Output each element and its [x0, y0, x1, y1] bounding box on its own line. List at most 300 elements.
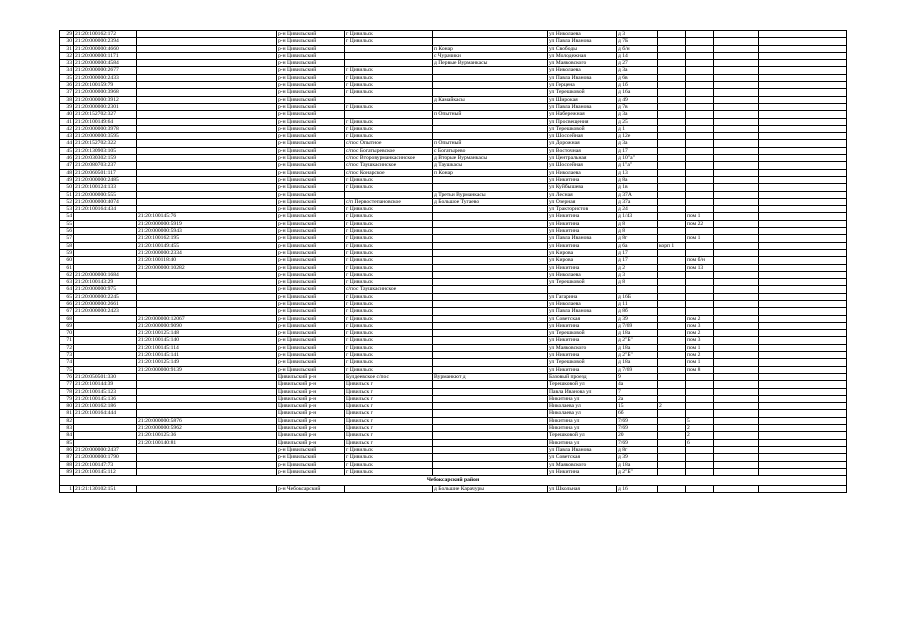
table-cell: [759, 103, 847, 110]
table-cell: р-н Цивильский: [277, 206, 345, 213]
table-cell: [759, 82, 847, 89]
table-cell: [658, 388, 686, 395]
table-cell: [714, 96, 759, 103]
table-cell: [714, 206, 759, 213]
table-cell: [433, 38, 548, 45]
table-cell: [714, 308, 759, 315]
table-cell: 62: [60, 271, 74, 278]
table-cell: 21:20:000000:5876: [137, 417, 277, 424]
table-cell: [345, 191, 433, 198]
table-row: [60, 468, 847, 475]
table-cell: 87: [60, 454, 74, 461]
table-cell: [686, 82, 714, 89]
table-cell: р-н Цивильский: [277, 279, 345, 286]
table-cell: [658, 198, 686, 205]
table-cell: [759, 155, 847, 162]
table-cell: ул Школьная: [548, 486, 617, 493]
table-cell: пом 2: [686, 330, 714, 337]
table-row: [60, 432, 847, 439]
table-cell: [714, 468, 759, 475]
table-cell: [714, 417, 759, 424]
table-cell: [433, 286, 548, 293]
table-row: [60, 446, 847, 453]
table-cell: Цивильск г: [345, 395, 433, 402]
table-cell: 6: [686, 439, 714, 446]
table-cell: [714, 235, 759, 242]
table-cell: р-н Цивильский: [277, 147, 345, 154]
table-cell: [714, 82, 759, 89]
table-cell: [658, 118, 686, 125]
table-cell: г Цивильск: [345, 213, 433, 220]
table-cell: 46: [60, 155, 74, 162]
table-cell: 31: [60, 45, 74, 52]
table-cell: [658, 366, 686, 373]
table-cell: Цивильский р-н: [277, 395, 345, 402]
table-cell: р-н Цивильский: [277, 337, 345, 344]
table-cell: д 8: [617, 279, 658, 286]
table-cell: с/пос Опытное: [345, 140, 433, 147]
table-cell: [617, 286, 658, 293]
table-cell: д 2"Б": [617, 337, 658, 344]
table-cell: [714, 279, 759, 286]
table-cell: [686, 111, 714, 118]
table-cell: [433, 322, 548, 329]
table-cell: д 1/43: [617, 213, 658, 220]
table-cell: [686, 31, 714, 38]
table-cell: [714, 242, 759, 249]
table-cell: д 12е: [617, 133, 658, 140]
table-cell: 77: [60, 381, 74, 388]
table-cell: ул Шоссейная: [548, 133, 617, 140]
table-cell: р-н Цивильский: [277, 198, 345, 205]
table-cell: [658, 45, 686, 52]
table-cell: [714, 249, 759, 256]
table-cell: р-н Цивильский: [277, 31, 345, 38]
table-cell: [714, 60, 759, 67]
table-cell: [658, 286, 686, 293]
table-row: [60, 249, 847, 256]
table-cell: Терешковой ул: [548, 381, 617, 388]
table-cell: [714, 410, 759, 417]
table-cell: р-н Цивильский: [277, 125, 345, 132]
table-cell: ул Никитина: [548, 352, 617, 359]
table-cell: д Вторые Вурманкасы: [433, 155, 548, 162]
table-cell: [433, 213, 548, 220]
table-cell: 60: [60, 257, 74, 264]
table-cell: 71: [60, 337, 74, 344]
table-row: [60, 315, 847, 322]
table-cell: [137, 381, 277, 388]
table-cell: [714, 286, 759, 293]
table-cell: [759, 271, 847, 278]
table-cell: 21:20:080703:237: [74, 162, 137, 169]
table-cell: [658, 74, 686, 81]
table-cell: [137, 198, 277, 205]
table-row: [60, 403, 847, 410]
table-cell: [658, 191, 686, 198]
table-cell: 84: [60, 432, 74, 439]
table-cell: р-н Цивильский: [277, 162, 345, 169]
table-cell: [759, 60, 847, 67]
table-cell: [658, 315, 686, 322]
table-cell: [137, 191, 277, 198]
table-cell: [658, 486, 686, 493]
table-cell: [686, 468, 714, 475]
table-cell: 66: [60, 300, 74, 307]
table-cell: 21:20:000000:2661: [74, 300, 137, 307]
table-cell: п Опытный: [433, 140, 548, 147]
table-cell: [759, 111, 847, 118]
table-cell: [433, 125, 548, 132]
table-cell: 69: [60, 322, 74, 329]
table-row: [60, 169, 847, 176]
table-row: [60, 293, 847, 300]
table-cell: 21:20:000000:4660: [74, 45, 137, 52]
table-cell: 41: [60, 118, 74, 125]
table-cell: [658, 103, 686, 110]
table-cell: 36: [60, 82, 74, 89]
table-cell: [658, 300, 686, 307]
table-cell: [714, 38, 759, 45]
table-cell: [714, 486, 759, 493]
table-cell: [74, 425, 137, 432]
table-cell: 21:20:000000:2677: [74, 67, 137, 74]
table-cell: 21:20:152702:322: [74, 140, 137, 147]
table-cell: 78: [60, 388, 74, 395]
table-cell: [433, 103, 548, 110]
table-cell: [433, 74, 548, 81]
table-cell: [74, 337, 137, 344]
table-cell: 21:20:100159:79: [74, 82, 137, 89]
table-cell: 65: [60, 293, 74, 300]
table-cell: [714, 446, 759, 453]
table-cell: [759, 486, 847, 493]
table-cell: [759, 220, 847, 227]
table-cell: 40: [60, 111, 74, 118]
table-cell: [759, 235, 847, 242]
table-cell: г Цивильск: [345, 308, 433, 315]
table-cell: [137, 45, 277, 52]
table-cell: 21:20:000000:2334: [137, 249, 277, 256]
table-cell: 48: [60, 169, 74, 176]
table-cell: [137, 271, 277, 278]
table-cell: [137, 410, 277, 417]
table-row: [60, 381, 847, 388]
table-cell: [433, 330, 548, 337]
table-cell: Цивильский р-н: [277, 425, 345, 432]
table-cell: [658, 38, 686, 45]
table-cell: 61: [60, 264, 74, 271]
table-cell: [714, 344, 759, 351]
table-cell: г Цивильск: [345, 359, 433, 366]
property-register-table: [59, 30, 847, 493]
table-cell: ул Павла Иванова: [548, 74, 617, 81]
table-cell: [137, 31, 277, 38]
table-cell: [137, 293, 277, 300]
table-cell: р-н Цивильский: [277, 330, 345, 337]
table-cell: 57: [60, 235, 74, 242]
table-cell: [658, 322, 686, 329]
table-cell: [686, 446, 714, 453]
table-cell: д 3а: [617, 111, 658, 118]
table-cell: [714, 439, 759, 446]
table-cell: г Цивильск: [345, 235, 433, 242]
table-cell: [433, 31, 548, 38]
table-cell: [74, 315, 137, 322]
table-cell: 43: [60, 133, 74, 140]
table-cell: 67: [60, 308, 74, 315]
table-cell: Вурманкют д: [433, 373, 548, 380]
table-cell: р-н Цивильский: [277, 446, 345, 453]
table-cell: [714, 352, 759, 359]
table-cell: р-н Цивильский: [277, 52, 345, 59]
table-cell: [658, 147, 686, 154]
table-row: [60, 228, 847, 235]
table-cell: 21:20:000000:5919: [137, 220, 277, 227]
table-cell: с/пос Таушкасинское: [345, 286, 433, 293]
table-cell: [686, 118, 714, 125]
table-cell: [759, 45, 847, 52]
table-cell: 63: [60, 279, 74, 286]
table-cell: [74, 242, 137, 249]
register-rows: [60, 31, 847, 493]
table-cell: [686, 140, 714, 147]
table-cell: р-н Цивильский: [277, 293, 345, 300]
table-cell: [686, 155, 714, 162]
table-cell: д 8: [617, 220, 658, 227]
table-cell: [714, 330, 759, 337]
table-cell: 49: [60, 176, 74, 183]
table-cell: [137, 133, 277, 140]
table-cell: [759, 89, 847, 96]
table-cell: д 39: [617, 454, 658, 461]
table-cell: [658, 133, 686, 140]
table-cell: д 27: [617, 60, 658, 67]
table-cell: с/пос Второвурманкасинское: [345, 155, 433, 162]
table-cell: пом 2: [686, 352, 714, 359]
table-cell: [686, 454, 714, 461]
table-cell: [759, 147, 847, 154]
table-cell: [137, 286, 277, 293]
table-cell: 21:20:000000:2437: [74, 446, 137, 453]
table-cell: [658, 155, 686, 162]
table-cell: 70: [60, 330, 74, 337]
table-cell: Николаева ул: [548, 403, 617, 410]
table-cell: 21:20:000000:1171: [74, 52, 137, 59]
table-cell: ул Николаева: [548, 271, 617, 278]
table-cell: [759, 293, 847, 300]
table-cell: [433, 264, 548, 271]
table-cell: д 7Б: [617, 38, 658, 45]
table-row: [60, 264, 847, 271]
table-cell: [686, 381, 714, 388]
table-cell: 73: [60, 352, 74, 359]
table-cell: г Цивильск: [345, 468, 433, 475]
table-cell: [686, 74, 714, 81]
table-cell: [433, 118, 548, 125]
table-cell: [759, 286, 847, 293]
table-cell: р-н Цивильский: [277, 213, 345, 220]
table-cell: [714, 388, 759, 395]
table-cell: пом б/н: [686, 257, 714, 264]
table-cell: [658, 96, 686, 103]
table-cell: [74, 352, 137, 359]
table-cell: ул Лесная: [548, 191, 617, 198]
table-cell: д 10"а": [617, 155, 658, 162]
table-cell: д 16: [617, 486, 658, 493]
table-cell: [686, 125, 714, 132]
table-cell: п Конар: [433, 169, 548, 176]
table-cell: [658, 344, 686, 351]
table-cell: ул Озерная: [548, 198, 617, 205]
table-cell: 1: [60, 486, 74, 493]
table-cell: [137, 461, 277, 468]
table-cell: 21:20:100118:40: [137, 257, 277, 264]
table-cell: г Цивильск: [345, 206, 433, 213]
table-row: [60, 337, 847, 344]
table-cell: 7/69: [617, 425, 658, 432]
table-cell: [714, 45, 759, 52]
table-cell: [658, 82, 686, 89]
table-cell: [137, 125, 277, 132]
table-cell: [433, 133, 548, 140]
table-cell: г Цивильск: [345, 271, 433, 278]
table-cell: [137, 162, 277, 169]
table-cell: ул Набережная: [548, 111, 617, 118]
table-cell: [759, 118, 847, 125]
table-cell: [74, 417, 137, 424]
table-cell: 21:20:100162:172: [74, 31, 137, 38]
table-cell: [137, 67, 277, 74]
table-cell: [74, 344, 137, 351]
table-cell: [714, 373, 759, 380]
table-cell: д 37А: [617, 191, 658, 198]
table-cell: 50: [60, 184, 74, 191]
table-cell: [686, 52, 714, 59]
table-cell: [759, 352, 847, 359]
table-cell: [714, 264, 759, 271]
table-cell: Цивильск г: [345, 432, 433, 439]
table-row: [60, 242, 847, 249]
table-cell: д 49: [617, 96, 658, 103]
table-cell: р-н Цивильский: [277, 366, 345, 373]
table-cell: [433, 352, 548, 359]
table-cell: [759, 279, 847, 286]
table-cell: р-н Цивильский: [277, 176, 345, 183]
table-cell: [137, 38, 277, 45]
table-row: [60, 417, 847, 424]
table-cell: 85: [60, 439, 74, 446]
table-cell: д 7/69: [617, 366, 658, 373]
table-cell: ул Кирова: [548, 249, 617, 256]
table-cell: д Камайкасы: [433, 96, 548, 103]
table-cell: [759, 425, 847, 432]
table-cell: [137, 388, 277, 395]
table-row: [60, 67, 847, 74]
table-cell: [759, 249, 847, 256]
table-row: [60, 279, 847, 286]
table-cell: пом 22: [686, 220, 714, 227]
table-cell: д 7в: [617, 103, 658, 110]
table-cell: [433, 344, 548, 351]
table-row: [60, 213, 847, 220]
table-cell: р-н Цивильский: [277, 315, 345, 322]
table-cell: г Цивильск: [345, 242, 433, 249]
table-cell: [658, 279, 686, 286]
table-cell: [658, 228, 686, 235]
table-cell: [759, 191, 847, 198]
table-cell: ул Куйбышева: [548, 184, 617, 191]
table-cell: [714, 111, 759, 118]
table-cell: [433, 410, 548, 417]
table-cell: [759, 381, 847, 388]
table-cell: г Цивильск: [345, 344, 433, 351]
table-cell: 21:20:030302:159: [74, 155, 137, 162]
table-cell: д 18а: [617, 330, 658, 337]
table-cell: 29: [60, 31, 74, 38]
table-cell: 21:20:000000:2433: [74, 74, 137, 81]
table-cell: ул Терешковой: [548, 89, 617, 96]
table-cell: ул Терешковой: [548, 359, 617, 366]
table-row: [60, 286, 847, 293]
table-cell: [658, 52, 686, 59]
table-cell: 7: [617, 388, 658, 395]
table-cell: 21:20:100125:149: [137, 359, 277, 366]
table-row: [60, 38, 847, 45]
table-cell: [714, 133, 759, 140]
table-cell: 21:20:100145:112: [74, 468, 137, 475]
table-cell: пом 3: [686, 337, 714, 344]
table-cell: г Цивильск: [345, 300, 433, 307]
table-cell: [658, 176, 686, 183]
table-cell: г Цивильск: [345, 82, 433, 89]
table-cell: д 16а: [617, 89, 658, 96]
table-cell: р-н Цивильский: [277, 140, 345, 147]
table-cell: Цивильский р-н: [277, 373, 345, 380]
table-row: [60, 74, 847, 81]
region-header: Чебоксарский район: [60, 476, 847, 486]
table-cell: [714, 461, 759, 468]
table-cell: 86: [60, 446, 74, 453]
table-cell: д 1в: [617, 184, 658, 191]
table-cell: 79: [60, 395, 74, 402]
table-cell: [759, 140, 847, 147]
table-cell: 21:20:000000:1684: [74, 271, 137, 278]
table-cell: 54: [60, 213, 74, 220]
table-cell: [714, 89, 759, 96]
table-row: [60, 373, 847, 380]
table-cell: 21:20:000000:555: [74, 191, 137, 198]
table-cell: ул Николаева: [548, 169, 617, 176]
table-cell: 21:20:000000:12067: [137, 315, 277, 322]
table-cell: [345, 60, 433, 67]
table-cell: 21:20:000000:5962: [137, 425, 277, 432]
table-cell: д 8б: [617, 308, 658, 315]
table-cell: [714, 300, 759, 307]
table-cell: г Цивильск: [345, 257, 433, 264]
table-cell: [137, 118, 277, 125]
table-row: [60, 125, 847, 132]
table-cell: [759, 133, 847, 140]
table-cell: 21:20:000000:5943: [137, 228, 277, 235]
table-cell: г Цивильск: [345, 293, 433, 300]
table-cell: 74: [60, 359, 74, 366]
table-cell: с Чурачики: [433, 52, 548, 59]
table-cell: Цивильский р-н: [277, 417, 345, 424]
table-cell: [74, 439, 137, 446]
table-cell: [686, 403, 714, 410]
table-cell: г Цивильск: [345, 133, 433, 140]
